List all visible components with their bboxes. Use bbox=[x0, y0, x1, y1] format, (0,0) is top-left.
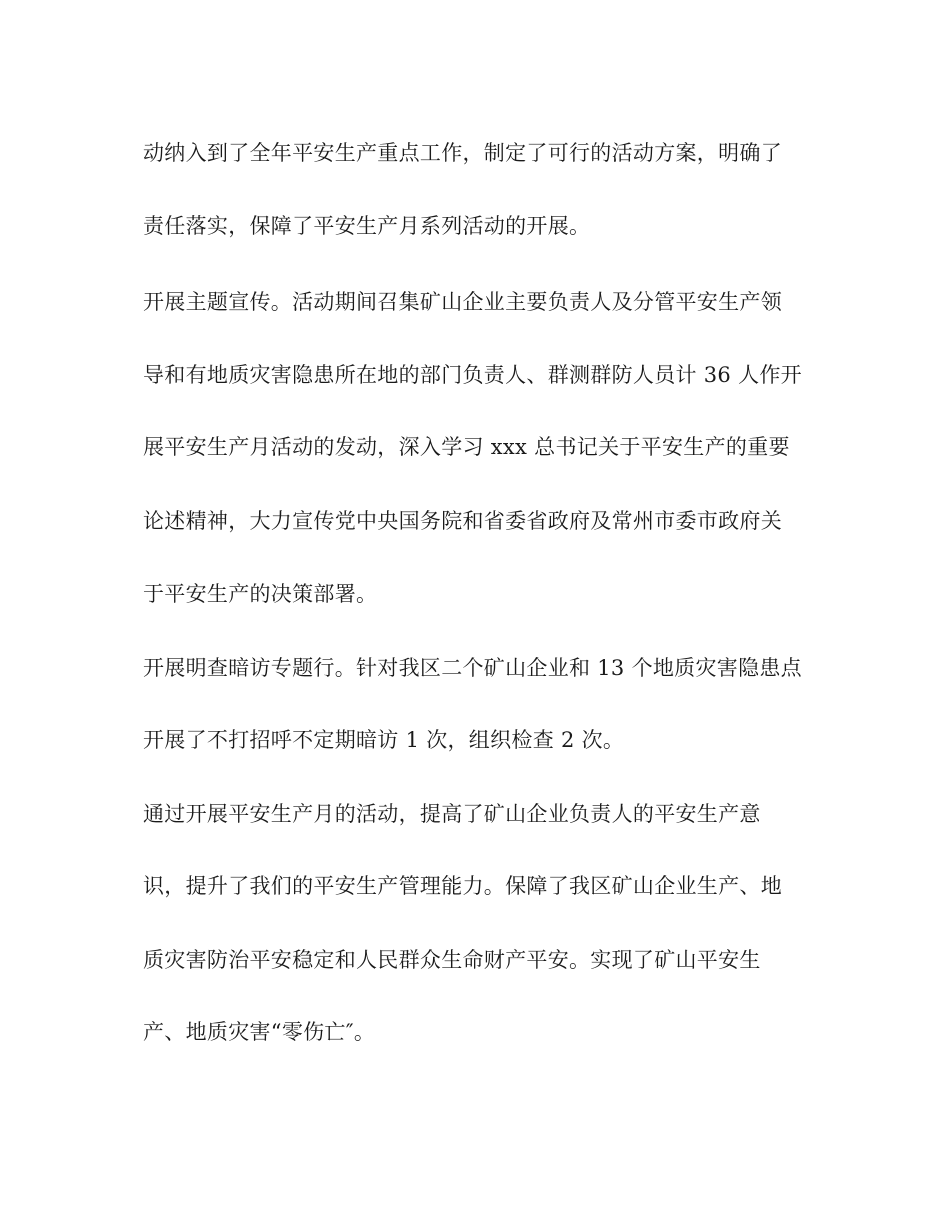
text-line: 责任落实，保障了平安生产月系列活动的开展。 bbox=[143, 214, 591, 238]
text-line: 论述精神，大力宣传党中央国务院和省委省政府及常州市委市政府关 bbox=[143, 509, 782, 533]
text-line: 开展明查暗访专题行。针对我区二个矿山企业和 13 个地质灾害隐患点 bbox=[143, 656, 802, 680]
text-line: 产、地质灾害“零伤亡″。 bbox=[143, 1020, 376, 1044]
text-line: 导和有地质灾害隐患所在地的部门负责人、群测群防人员计 36 人作开 bbox=[143, 363, 802, 387]
text-line: 展平安生产月活动的发动，深入学习 xxx 总书记关于平安生产的重要 bbox=[143, 435, 790, 459]
text-line: 开展了不打招呼不定期暗访 1 次，组织检查 2 次。 bbox=[143, 728, 625, 752]
text-line: 通过开展平安生产月的活动，提高了矿山企业负责人的平安生产意 bbox=[143, 802, 761, 826]
text-line: 于平安生产的决策部署。 bbox=[143, 582, 378, 606]
text-line: 识，提升了我们的平安生产管理能力。保障了我区矿山企业生产、地 bbox=[143, 874, 782, 898]
text-line: 质灾害防治平安稳定和人民群众生命财产平安。实现了矿山平安生 bbox=[143, 948, 761, 972]
text-line: 开展主题宣传。活动期间召集矿山企业主要负责人及分管平安生产领 bbox=[143, 290, 782, 314]
text-line: 动纳入到了全年平安生产重点工作，制定了可行的活动方案，明确了 bbox=[143, 141, 782, 165]
